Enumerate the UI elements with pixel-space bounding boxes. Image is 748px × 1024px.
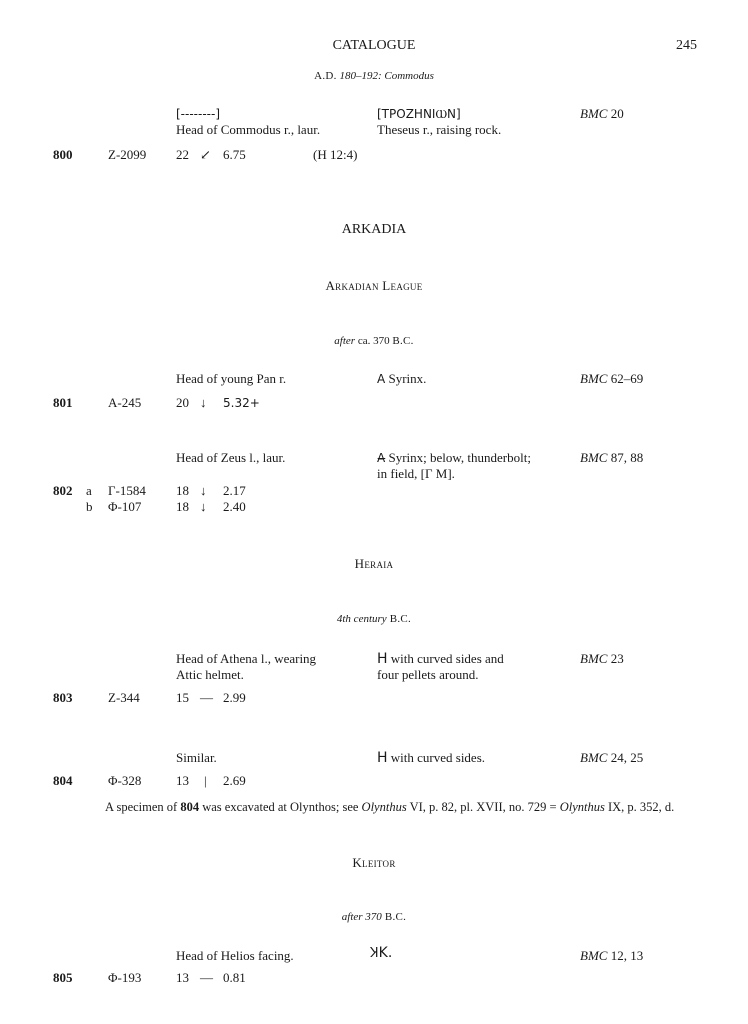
inventory-number: A-245 (108, 395, 142, 410)
catalogue-number: 804 (53, 773, 73, 788)
die-axis-icon: | (204, 773, 207, 788)
reverse-description-2: four pellets around. (377, 667, 479, 682)
catalogue-number: 803 (53, 690, 73, 705)
section-heading-arkadia: ARKADIA (341, 222, 407, 237)
coin-weight: 2.17 (223, 483, 246, 498)
monogram-icon: H (377, 750, 388, 766)
inventory-number: Z-344 (108, 690, 140, 705)
obverse-description: Head of Commodus r., laur. (176, 122, 321, 137)
die-axis-icon: ↓ (200, 499, 207, 514)
excavation-note: A specimen of 804 was excavated at Olynthos; see Olynthus VI, p. 82, pl. XVII, no. 729 = Olynthus IX, p. 352, d. (105, 800, 675, 814)
coin-weight: 2.40 (223, 499, 246, 514)
reference: BMC 87, 88 (580, 450, 644, 465)
coin-weight: 6.75 (223, 147, 246, 162)
coin-weight: 5.32+ (223, 396, 260, 410)
inventory-number: Φ-328 (108, 773, 142, 788)
variant-label: a (86, 483, 92, 498)
obverse-description: Similar. (176, 750, 217, 765)
reference: BMC 24, 25 (580, 750, 644, 765)
reverse-legend: [ΤΡΟΖΗΝΙⲰΝ] (377, 107, 461, 121)
coin-size: 22 (176, 147, 189, 162)
page-number: 245 (676, 38, 697, 53)
page-title: CATALOGUE (332, 38, 416, 53)
reverse-description: H with curved sides and (377, 651, 504, 667)
period-heading (0, 70, 748, 82)
monogram-icon: A̶ (377, 451, 386, 465)
coin-size: 13 (176, 773, 189, 788)
coin-weight: 2.99 (223, 690, 246, 705)
reverse-description: Theseus r., raising rock. (377, 122, 502, 137)
date-heading: 4th century B.C. (336, 613, 412, 625)
coin-size: 18 (176, 483, 189, 498)
obverse-description: Head of Helios facing. (176, 948, 294, 963)
obverse-description: Head of Athena l., wearing (176, 651, 317, 666)
catalogue-number: 800 (53, 147, 73, 162)
reference: BMC 20 (580, 106, 624, 121)
inventory-number: Φ-193 (108, 970, 142, 985)
reference: BMC 62–69 (580, 371, 644, 386)
monogram-icon: ꞰK. (370, 945, 393, 961)
inventory-number: Z-2099 (108, 147, 147, 162)
reverse-description: A̶ Syrinx; below, thunderbolt; (377, 450, 531, 465)
obverse-description: Head of young Pan r. (176, 371, 287, 386)
coin-size: 15 (176, 690, 189, 705)
date-heading: after 370 B.C. (341, 911, 407, 923)
catalogue-number: 802 (53, 483, 73, 498)
reverse-description: A Syrinx. (377, 371, 427, 386)
obverse-description: Head of Zeus l., laur. (176, 450, 286, 465)
catalogue-number: 801 (53, 395, 73, 410)
die-axis-icon: ↙ (200, 147, 211, 162)
die-axis-icon: ↓ (200, 395, 207, 410)
catalogue-number: 805 (53, 970, 73, 985)
subsection-heading-kleitor: Kleitor (352, 855, 396, 870)
inventory-number: Γ-1584 (108, 483, 146, 498)
coin-size: 20 (176, 395, 189, 410)
subsection-heading-heraia: Heraia (354, 556, 394, 571)
die-axis-icon: ↓ (200, 483, 207, 498)
reference: BMC 12, 13 (580, 948, 644, 963)
monogram-icon: H (377, 651, 388, 667)
period-prefix: A.D. (314, 70, 337, 82)
reverse-description: H with curved sides. (377, 750, 486, 766)
coin-size: 18 (176, 499, 189, 514)
coin-weight: 2.69 (223, 773, 246, 788)
period-text: 180–192: Commodus (339, 70, 434, 82)
die-axis-icon: — (200, 690, 213, 705)
obverse-description-2: Attic helmet. (176, 667, 244, 682)
subsection-heading-arkadian-league: Arkadian League (325, 278, 423, 293)
obverse-legend: [--------] (176, 107, 221, 121)
variant-label: b (86, 499, 93, 514)
inventory-number: Φ-107 (108, 499, 142, 514)
die-axis-icon: — (200, 970, 213, 985)
reference: BMC 23 (580, 651, 624, 666)
plate-reference: (H 12:4) (313, 147, 358, 162)
monogram-icon: A (377, 372, 386, 386)
reverse-description-2: in field, [Γ M]. (377, 466, 455, 481)
date-heading: after ca. 370 B.C. (334, 335, 414, 347)
coin-weight: 0.81 (223, 970, 246, 985)
coin-size: 13 (176, 970, 189, 985)
